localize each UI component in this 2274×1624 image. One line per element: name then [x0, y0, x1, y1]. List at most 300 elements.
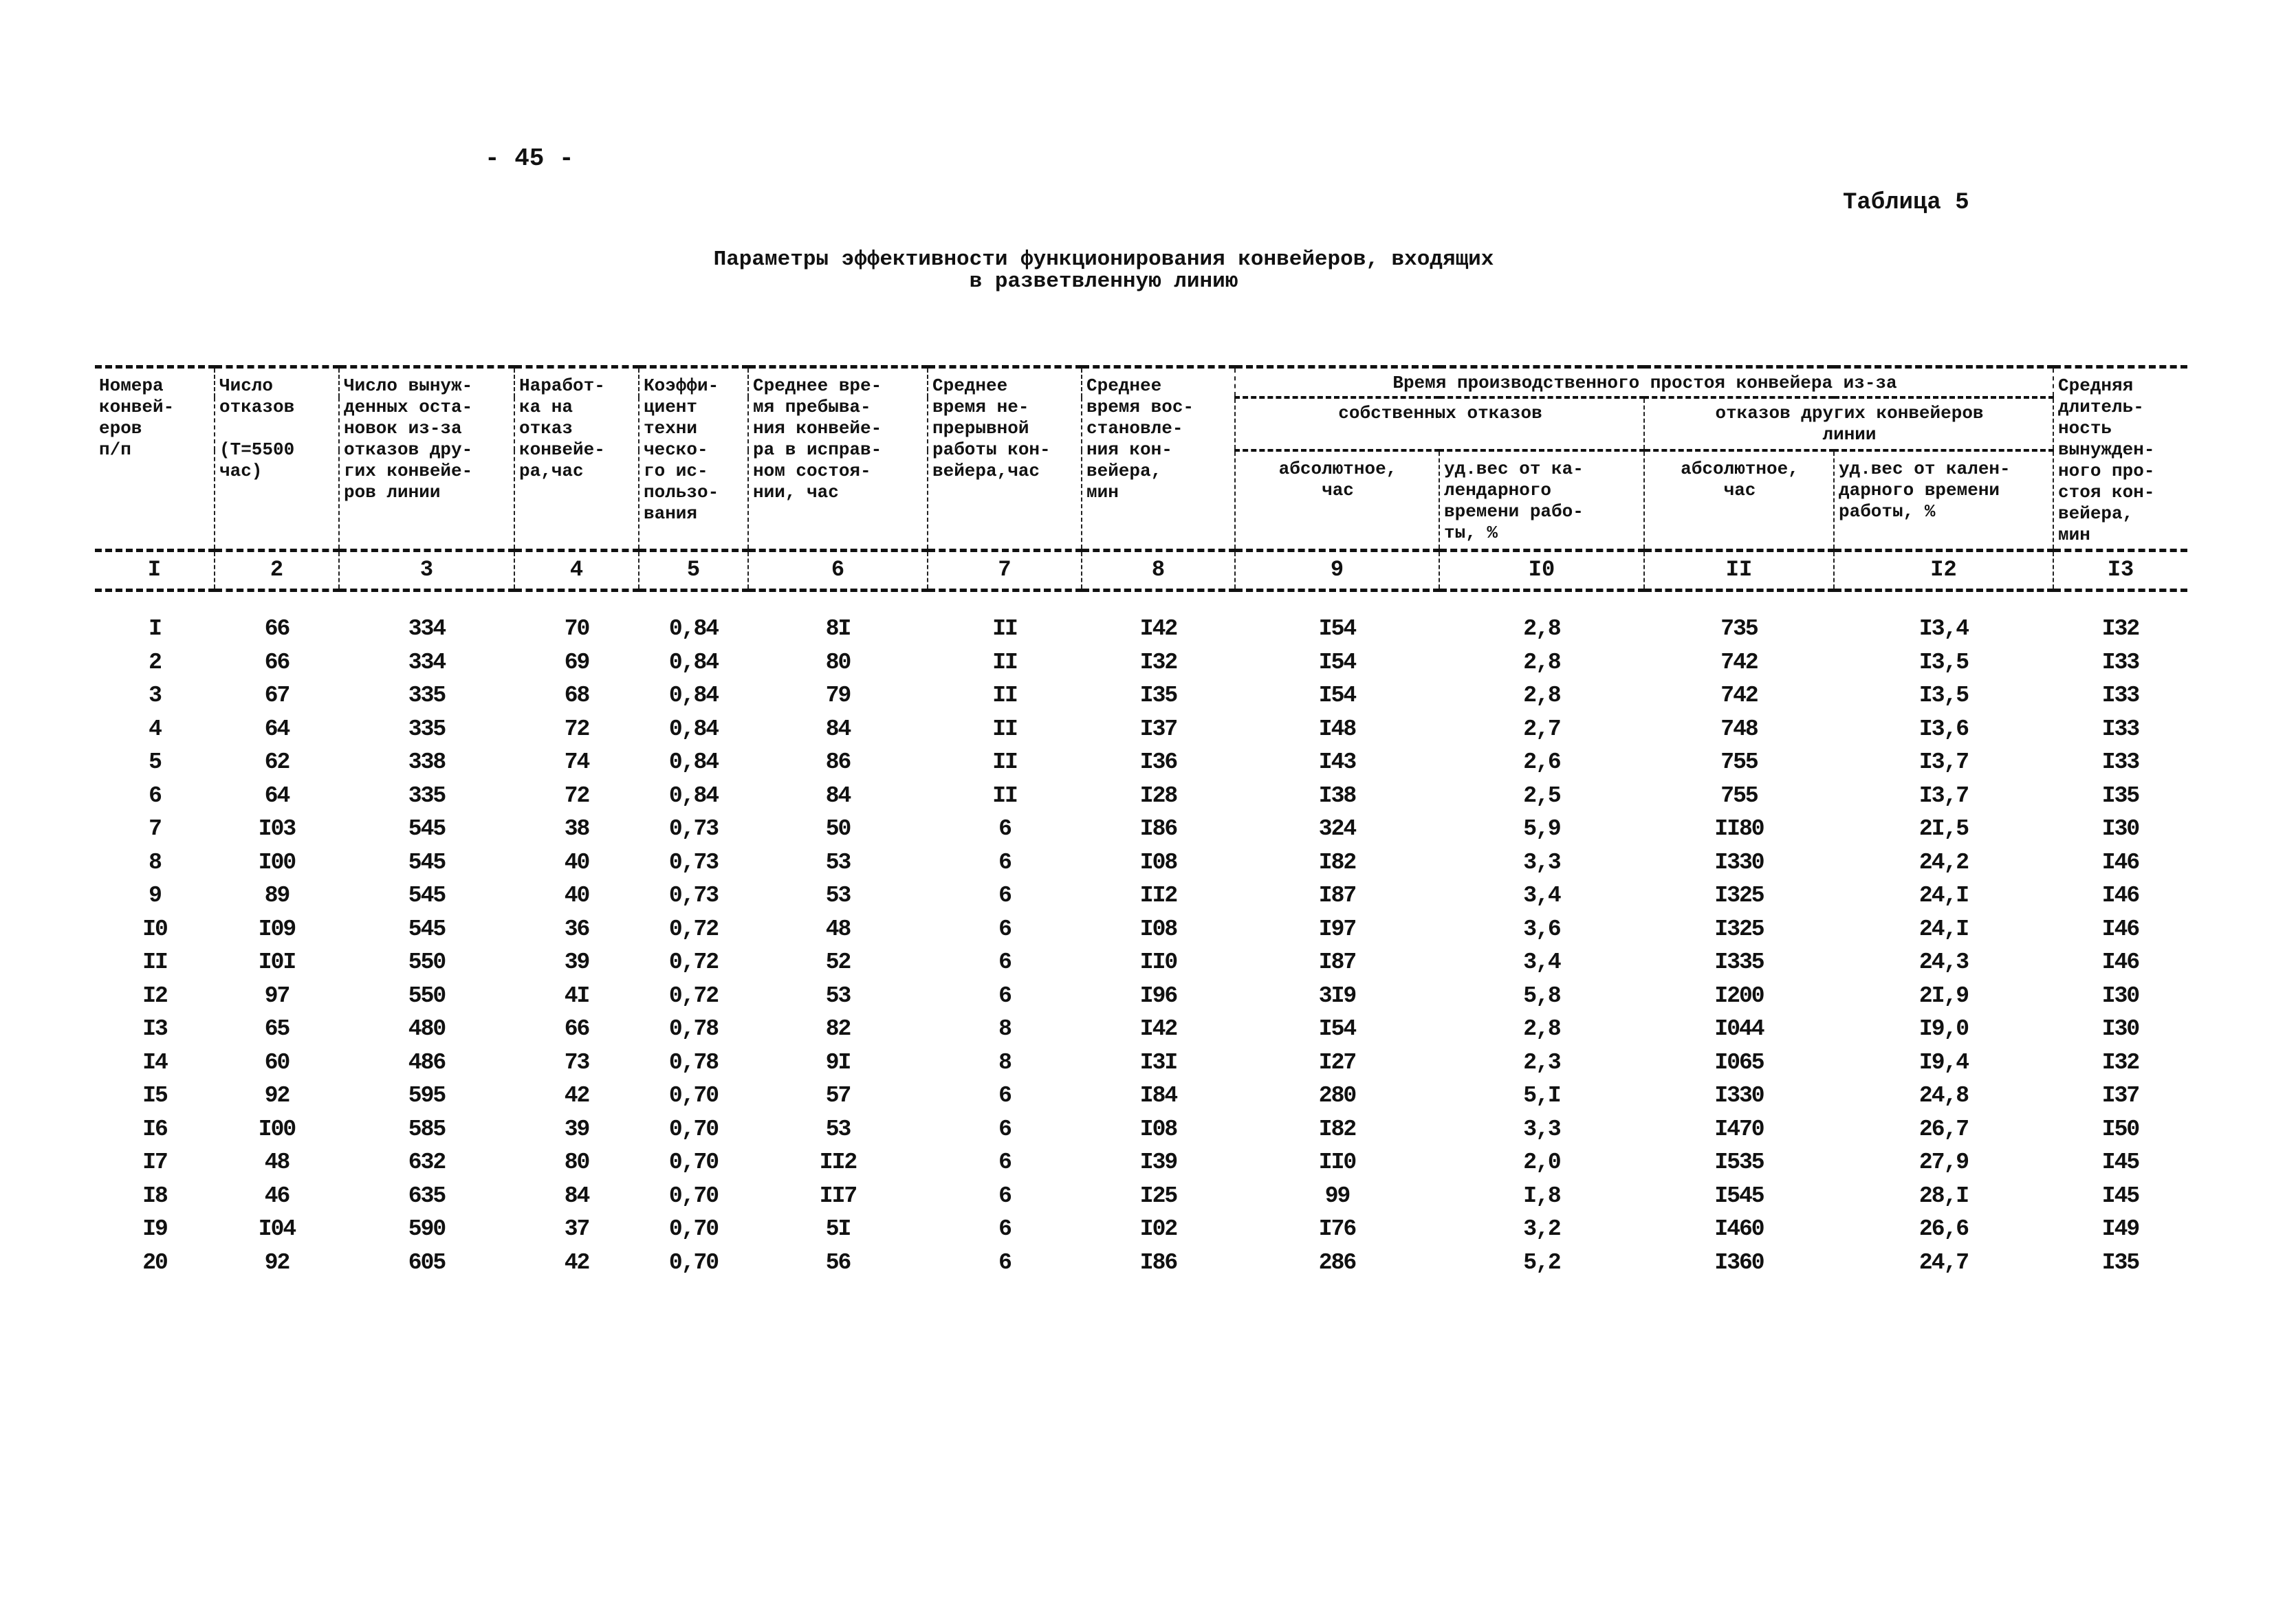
table-row: [95, 879, 2187, 913]
table-cell: I46: [2101, 916, 2139, 942]
table-cell: II: [992, 716, 1017, 742]
table-cell: 6: [998, 950, 1011, 976]
table-cell: I33: [2101, 649, 2139, 675]
table-cell: 40: [564, 883, 589, 909]
table-cell: 735: [1720, 616, 1758, 642]
table-cell: I84: [1139, 1083, 1177, 1109]
table-cell: I325: [1714, 883, 1764, 909]
table-row: [95, 846, 2187, 880]
header-downtime-group: Время производственного простоя конвейера из-за: [1235, 367, 2053, 397]
table-cell: 335: [408, 683, 446, 709]
table-cell: 70: [564, 616, 589, 642]
table-cell: 0,70: [668, 1183, 719, 1209]
table-cell: 0,84: [668, 749, 719, 776]
header-other-failures: отказов других конвейеров линии: [1644, 397, 2053, 450]
table-cell: II7: [819, 1183, 857, 1209]
table-cell: 3,3: [1523, 1116, 1560, 1142]
table-cell: 480: [408, 1016, 446, 1042]
table-cell: 36: [564, 916, 589, 942]
column-number: I: [95, 551, 215, 591]
table-cell: 3,2: [1523, 1216, 1560, 1242]
table-cell: I3,4: [1918, 616, 1969, 642]
table-cell: 84: [564, 1183, 589, 1209]
table-cell: I08: [1139, 916, 1177, 942]
table-cell: 62: [264, 749, 289, 776]
table-cell: 89: [264, 883, 289, 909]
table-cell: 0,73: [668, 883, 719, 909]
column-number: 4: [514, 551, 639, 591]
table-cell: I00: [258, 849, 296, 875]
table-cell: II2: [819, 1150, 857, 1176]
table-cell: 605: [408, 1249, 446, 1275]
table-cell: I460: [1714, 1216, 1764, 1242]
table-cell: 6: [998, 1083, 1011, 1109]
table-cell: I33: [2101, 716, 2139, 742]
header-avg-time-operable: Среднее вре- мя пребыва- ния конвейе- ра в исправ- ном состоя- нии, час: [748, 367, 928, 551]
table-cell: 0,84: [668, 649, 719, 675]
table-cell: I43: [1318, 749, 1356, 776]
table-row: [95, 1079, 2187, 1113]
table-cell: II: [992, 683, 1017, 709]
table-row: [95, 1213, 2187, 1247]
table-row: [95, 1046, 2187, 1080]
table-cell: I: [149, 616, 161, 642]
table-row: [95, 646, 2187, 680]
column-number: II: [1644, 551, 1834, 591]
table-row: [95, 813, 2187, 846]
table-cell: 6: [998, 1116, 1011, 1142]
column-number: 9: [1235, 551, 1439, 591]
table-cell: I38: [1318, 782, 1356, 809]
table-cell: I49: [2101, 1216, 2139, 1242]
table-cell: 2I,5: [1918, 816, 1969, 842]
table-cell: I3: [142, 1016, 167, 1042]
table-cell: I0I: [258, 950, 296, 976]
table-cell: 545: [408, 849, 446, 875]
table-cell: 742: [1720, 649, 1758, 675]
table-cell: I30: [2101, 1016, 2139, 1042]
table-cell: I30: [2101, 816, 2139, 842]
table-cell: 6: [998, 816, 1011, 842]
table-cell: I86: [1139, 1249, 1177, 1275]
table-cell: 24,I: [1918, 916, 1969, 942]
table-cell: 545: [408, 816, 446, 842]
table-cell: I32: [2101, 1049, 2139, 1075]
table-cell: 0,70: [668, 1083, 719, 1109]
table-cell: 73: [564, 1049, 589, 1075]
table-cell: 64: [264, 782, 289, 809]
table-cell: I76: [1318, 1216, 1356, 1242]
table-cell: 4: [149, 716, 161, 742]
table-cell: I00: [258, 1116, 296, 1142]
table-cell: 66: [264, 649, 289, 675]
table-cell: 5,I: [1523, 1083, 1560, 1109]
table-cell: 0,84: [668, 782, 719, 809]
table-cell: 6: [998, 883, 1011, 909]
table-cell: I6: [142, 1116, 167, 1142]
table-cell: I30: [2101, 983, 2139, 1009]
table-cell: 0,70: [668, 1249, 719, 1275]
table-cell: 66: [564, 1016, 589, 1042]
header-avg-recovery-time: Среднее время вос- становле- ния кон- вейера, мин: [1082, 367, 1235, 551]
table-cell: 24,I: [1918, 883, 1969, 909]
table-cell: I54: [1318, 649, 1356, 675]
table-cell: 52: [825, 950, 851, 976]
table-cell: 550: [408, 983, 446, 1009]
table-cell: 2: [149, 649, 161, 675]
table-cell: 748: [1720, 716, 1758, 742]
table-cell: 0,70: [668, 1150, 719, 1176]
table-cell: 0,78: [668, 1016, 719, 1042]
table-cell: II: [992, 616, 1017, 642]
header-avg-forced-downtime: Средняя длитель- ность вынужден- ного про- стоя кон- вейера, мин: [2053, 367, 2187, 551]
table-row: [95, 591, 2187, 646]
table-cell: I325: [1714, 916, 1764, 942]
table-cell: 39: [564, 1116, 589, 1142]
table-cell: 86: [825, 749, 851, 776]
table-row: [95, 913, 2187, 947]
table-cell: 0,84: [668, 616, 719, 642]
table-cell: I3,5: [1918, 683, 1969, 709]
table-cell: 335: [408, 782, 446, 809]
table-cell: 3,3: [1523, 849, 1560, 875]
table-cell: I48: [1318, 716, 1356, 742]
table-cell: 335: [408, 716, 446, 742]
table-cell: II: [992, 749, 1017, 776]
table-cell: 26,6: [1918, 1216, 1969, 1242]
table-cell: 37: [564, 1216, 589, 1242]
table-row: [95, 679, 2187, 713]
table-cell: 2,8: [1523, 683, 1560, 709]
table-cell: 67: [264, 683, 289, 709]
table-title: Параметры эффективности функционирования конвейеров, входящих в разветвленную линию: [713, 248, 1494, 294]
table-cell: I46: [2101, 950, 2139, 976]
table-cell: 486: [408, 1049, 446, 1075]
table-cell: 3I9: [1318, 983, 1356, 1009]
table-row: [95, 1013, 2187, 1046]
table-cell: 24,8: [1918, 1083, 1969, 1109]
table-cell: I03: [258, 816, 296, 842]
table-cell: I46: [2101, 849, 2139, 875]
table-cell: 42: [564, 1249, 589, 1275]
table-cell: I535: [1714, 1150, 1764, 1176]
table-cell: 595: [408, 1083, 446, 1109]
table-cell: 92: [264, 1249, 289, 1275]
header-own-failures: собственных отказов: [1235, 397, 1644, 450]
table-cell: 53: [825, 1116, 851, 1142]
table-cell: I9: [142, 1216, 167, 1242]
header-own-share: уд.вес от ка- лендарного времени рабо- ты, %: [1439, 450, 1644, 550]
table-cell: 56: [825, 1249, 851, 1275]
table-row: [95, 713, 2187, 747]
table-cell: 5,9: [1523, 816, 1560, 842]
table-row: [95, 1180, 2187, 1214]
table-cell: 6: [998, 983, 1011, 1009]
table-cell: I09: [258, 916, 296, 942]
table-cell: 5I: [825, 1216, 851, 1242]
table-cell: 50: [825, 816, 851, 842]
table-cell: I360: [1714, 1249, 1764, 1275]
table-cell: 24,7: [1918, 1249, 1969, 1275]
table-cell: 0,72: [668, 983, 719, 1009]
table-row: [95, 1146, 2187, 1180]
table-cell: 2,3: [1523, 1049, 1560, 1075]
page-number: - 45 -: [485, 144, 574, 173]
table-cell: 4I: [564, 983, 589, 1009]
table-cell: I35: [1139, 683, 1177, 709]
table-cell: I35: [2101, 1249, 2139, 1275]
table-cell: I9,4: [1918, 1049, 1969, 1075]
table-cell: 20: [142, 1249, 167, 1275]
header-utilization-coefficient: Коэффи- циент техни ческо- го ис- пользо- вания: [639, 367, 748, 551]
table-row: [95, 946, 2187, 980]
table-cell: 72: [564, 782, 589, 809]
table-cell: I32: [1139, 649, 1177, 675]
table-cell: 38: [564, 816, 589, 842]
table-cell: 57: [825, 1083, 851, 1109]
header-avg-continuous-work: Среднее время не- прерывной работы кон- вейера,час: [928, 367, 1082, 551]
table-cell: 68: [564, 683, 589, 709]
table-cell: 60: [264, 1049, 289, 1075]
table-cell: 6: [998, 1216, 1011, 1242]
table-cell: 2,6: [1523, 749, 1560, 776]
table-cell: 2,7: [1523, 716, 1560, 742]
table-cell: 2,8: [1523, 616, 1560, 642]
table-cell: I3,5: [1918, 649, 1969, 675]
table-cell: 3,4: [1523, 950, 1560, 976]
table-cell: I54: [1318, 616, 1356, 642]
table-cell: 6: [149, 782, 161, 809]
header-own-absolute: абсолютное, час: [1235, 450, 1439, 550]
column-number: 3: [339, 551, 514, 591]
table-cell: I42: [1139, 616, 1177, 642]
table-cell: I36: [1139, 749, 1177, 776]
table-cell: I54: [1318, 1016, 1356, 1042]
table-cell: I065: [1714, 1049, 1764, 1075]
table-cell: I86: [1139, 816, 1177, 842]
table-cell: 545: [408, 883, 446, 909]
table-cell: 280: [1318, 1083, 1356, 1109]
table-cell: 80: [564, 1150, 589, 1176]
table-cell: 755: [1720, 749, 1758, 776]
table-cell: 97: [264, 983, 289, 1009]
table-cell: I28: [1139, 782, 1177, 809]
table-cell: 6: [998, 849, 1011, 875]
table-cell: I25: [1139, 1183, 1177, 1209]
table-cell: 24,2: [1918, 849, 1969, 875]
table-cell: 2,0: [1523, 1150, 1560, 1176]
table-cell: 2I,9: [1918, 983, 1969, 1009]
table-cell: I32: [2101, 616, 2139, 642]
table-cell: 8: [149, 849, 161, 875]
table-cell: I8: [142, 1183, 167, 1209]
table-cell: I54: [1318, 683, 1356, 709]
table-cell: I0: [142, 916, 167, 942]
table-cell: 84: [825, 716, 851, 742]
table-cell: I45: [2101, 1183, 2139, 1209]
table-cell: 6: [998, 1249, 1011, 1275]
table-cell: I200: [1714, 983, 1764, 1009]
table-cell: I33: [2101, 749, 2139, 776]
table-cell: 0,73: [668, 849, 719, 875]
table-row: [95, 780, 2187, 813]
header-failure-count: Число отказов (Т=5500 час): [215, 367, 339, 551]
table-cell: 545: [408, 916, 446, 942]
column-number: 7: [928, 551, 1082, 591]
table-cell: 53: [825, 983, 851, 1009]
table-cell: II2: [1139, 883, 1177, 909]
table-cell: I37: [2101, 1083, 2139, 1109]
table-cell: 0,70: [668, 1116, 719, 1142]
table-cell: 550: [408, 950, 446, 976]
table-cell: 5: [149, 749, 161, 776]
table-cell: I39: [1139, 1150, 1177, 1176]
table-row: [95, 746, 2187, 780]
table-cell: I45: [2101, 1150, 2139, 1176]
table-cell: 742: [1720, 683, 1758, 709]
table-cell: II: [142, 950, 167, 976]
table-cell: 8: [998, 1049, 1011, 1075]
table-cell: I3,6: [1918, 716, 1969, 742]
table-cell: 0,78: [668, 1049, 719, 1075]
table-cell: 53: [825, 849, 851, 875]
table-row: [95, 1247, 2187, 1280]
table-cell: 46: [264, 1183, 289, 1209]
table-cell: 2,5: [1523, 782, 1560, 809]
table-cell: 48: [825, 916, 851, 942]
table-cell: 92: [264, 1083, 289, 1109]
table-cell: II80: [1714, 816, 1764, 842]
table-cell: 6: [998, 1150, 1011, 1176]
table-cell: 24,3: [1918, 950, 1969, 976]
table-cell: 0,84: [668, 683, 719, 709]
header-forced-stops: Число вынуж- денных оста- новок из-за отказов дру- гих конвейе- ров линии: [339, 367, 514, 551]
table-cell: I42: [1139, 1016, 1177, 1042]
table-cell: I3,7: [1918, 782, 1969, 809]
table-cell: 8: [998, 1016, 1011, 1042]
table-cell: I46: [2101, 883, 2139, 909]
table-cell: 84: [825, 782, 851, 809]
table-cell: 65: [264, 1016, 289, 1042]
table-cell: 334: [408, 649, 446, 675]
table-cell: 99: [1324, 1183, 1350, 1209]
table-cell: 3: [149, 683, 161, 709]
table-cell: 28,I: [1918, 1183, 1969, 1209]
table-cell: I470: [1714, 1116, 1764, 1142]
table-cell: 0,73: [668, 816, 719, 842]
table-cell: I7: [142, 1150, 167, 1176]
header-conveyor-number: Номера конвей- еров п/п: [95, 367, 215, 551]
table-cell: I35: [2101, 782, 2139, 809]
table-cell: 2,8: [1523, 649, 1560, 675]
table-cell: I87: [1318, 950, 1356, 976]
table-cell: 9I: [825, 1049, 851, 1075]
table-cell: 64: [264, 716, 289, 742]
table-cell: 585: [408, 1116, 446, 1142]
table-cell: 7: [149, 816, 161, 842]
table-cell: 324: [1318, 816, 1356, 842]
table-row: [95, 980, 2187, 1013]
table-cell: 0,70: [668, 1216, 719, 1242]
table-cell: 6: [998, 916, 1011, 942]
table-label: Таблица 5: [1843, 190, 1969, 216]
table-cell: I5: [142, 1083, 167, 1109]
table-cell: I02: [1139, 1216, 1177, 1242]
table-cell: 82: [825, 1016, 851, 1042]
table-cell: I044: [1714, 1016, 1764, 1042]
table-cell: 9: [149, 883, 161, 909]
column-number: 5: [639, 551, 748, 591]
table-cell: 39: [564, 950, 589, 976]
table-cell: II0: [1139, 950, 1177, 976]
table-cell: 26,7: [1918, 1116, 1969, 1142]
column-number: 6: [748, 551, 928, 591]
table-cell: 27,9: [1918, 1150, 1969, 1176]
column-number: I0: [1439, 551, 1644, 591]
table-cell: 0,84: [668, 716, 719, 742]
table-cell: 74: [564, 749, 589, 776]
table-cell: I50: [2101, 1116, 2139, 1142]
column-number: 8: [1082, 551, 1235, 591]
table-cell: 755: [1720, 782, 1758, 809]
header-other-absolute: абсолютное, час: [1644, 450, 1834, 550]
table-cell: I82: [1318, 1116, 1356, 1142]
table-cell: I04: [258, 1216, 296, 1242]
table-cell: 590: [408, 1216, 446, 1242]
table-cell: II: [992, 782, 1017, 809]
table-cell: 72: [564, 716, 589, 742]
table-cell: 635: [408, 1183, 446, 1209]
table-cell: 69: [564, 649, 589, 675]
table-cell: II: [992, 649, 1017, 675]
table-cell: I3I: [1139, 1049, 1177, 1075]
table-cell: 66: [264, 616, 289, 642]
table-cell: 79: [825, 683, 851, 709]
table-cell: I33: [2101, 683, 2139, 709]
table-cell: 80: [825, 649, 851, 675]
table-cell: I4: [142, 1049, 167, 1075]
table-cell: I335: [1714, 950, 1764, 976]
table-cell: 3,6: [1523, 916, 1560, 942]
table-cell: I08: [1139, 849, 1177, 875]
table-cell: 53: [825, 883, 851, 909]
table-cell: I330: [1714, 849, 1764, 875]
table-cell: II0: [1318, 1150, 1356, 1176]
table-cell: 0,72: [668, 916, 719, 942]
column-number: I2: [1834, 551, 2053, 591]
column-number: 2: [215, 551, 339, 591]
table-cell: 6: [998, 1183, 1011, 1209]
table-cell: 5,2: [1523, 1249, 1560, 1275]
column-number: I3: [2053, 551, 2187, 591]
table-cell: 338: [408, 749, 446, 776]
table-cell: I27: [1318, 1049, 1356, 1075]
table-cell: I87: [1318, 883, 1356, 909]
table-row: [95, 1113, 2187, 1147]
table-cell: I545: [1714, 1183, 1764, 1209]
table-cell: 3,4: [1523, 883, 1560, 909]
table-cell: I,8: [1523, 1183, 1560, 1209]
table-cell: 334: [408, 616, 446, 642]
table-cell: 632: [408, 1150, 446, 1176]
table-cell: 40: [564, 849, 589, 875]
table-cell: I82: [1318, 849, 1356, 875]
conveyor-parameters-table: [95, 365, 2187, 1280]
table-cell: 2,8: [1523, 1016, 1560, 1042]
table-cell: I2: [142, 983, 167, 1009]
table-cell: 48: [264, 1150, 289, 1176]
table-cell: I97: [1318, 916, 1356, 942]
